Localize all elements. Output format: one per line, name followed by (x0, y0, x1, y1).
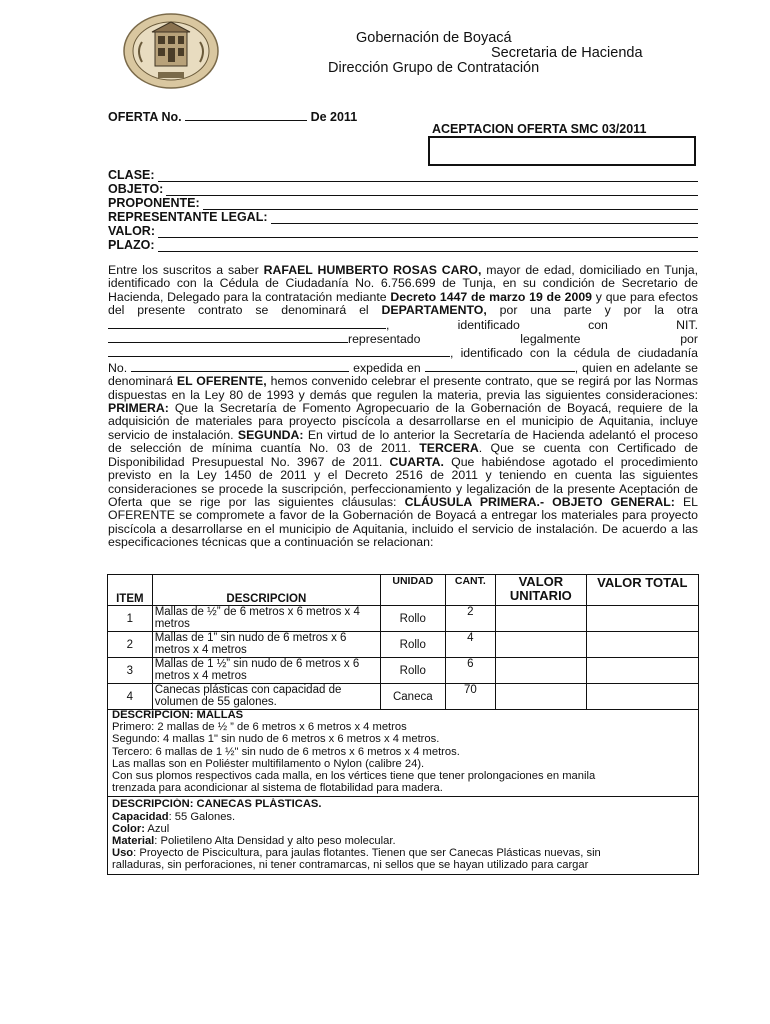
canecas-use (112, 847, 694, 859)
body-text: , identificado con la cédula de ciudadanía No. (108, 346, 698, 375)
item-unit-value (496, 658, 586, 684)
contract-paragraph (108, 264, 698, 550)
decree-ref: Decreto 1447 de marzo 19 de 2009 (390, 289, 593, 304)
acceptance-title: ACEPTACION OFERTA SMC 03/2011 (432, 122, 647, 136)
oferta-number-blank (185, 109, 307, 121)
clause-tercera: TERCERA (419, 441, 479, 456)
header-secretaria: Secretaria de Hacienda (491, 45, 643, 61)
spec-label: Material (112, 835, 155, 848)
mallas-line: trenzada para acondicionar al sistema de flotabilidad para madera. (112, 782, 443, 795)
coat-of-arms-seal (122, 12, 220, 90)
item-quantity: 2 (445, 606, 496, 632)
clause-primera: PRIMERA: (108, 401, 169, 416)
field-blank (158, 241, 698, 252)
spec-value: : 55 Galones. (168, 810, 236, 823)
spec-value: : Proyecto de Piscicultura, para jaulas flotantes. Tienen que ser Canecas Plásticas nuevas, sin (133, 847, 601, 860)
field-blank (271, 213, 699, 224)
item-description: Mallas de ½” de 6 metros x 6 metros x 4 metros (152, 606, 380, 632)
canecas-section (108, 796, 698, 873)
field-clase (108, 168, 698, 182)
field-proponente (108, 196, 698, 210)
header-direccion: Dirección Grupo de Contratación (328, 60, 540, 76)
body-text: mayor de edad, domiciliado en Tunja, identificado con la Cédula de Ciudadanía No. 6.756.699 de Tunja, en su condición de Secretario de Hacienda, Delegado para la contratación mediante (108, 263, 698, 304)
canecas-capacity (112, 811, 694, 823)
item-number: 3 (108, 658, 153, 684)
mallas-line: Las mallas son en Poliéster multifilamento o Nylon (calibre 24). (112, 757, 425, 770)
spec-label: Color: (112, 822, 145, 835)
table-header-row (108, 575, 699, 606)
body-text: En virtud de lo anterior la Secretaría de Hacienda adelantó el proceso de selección de mínima cuantía No. 03 de 2011. (108, 427, 698, 456)
field-blank (158, 227, 698, 238)
body-text: hemos convenido celebrar el presente contrato, que se regirá por las Normas dispuestas en la Ley 80 de 1993 y demás que regulen la materia, previa las siguientes consideraciones: (108, 374, 698, 402)
mallas-title: DESCRIPCIÓN: MALLAS (112, 709, 244, 721)
canecas-material (112, 835, 694, 847)
mallas-line: Tercero: 6 mallas de 1 ½" sin nudo de 6 metros x 6 metros x 4 metros. (112, 745, 460, 758)
table-row (108, 606, 699, 632)
body-text: representado legalmente por (348, 332, 698, 347)
header-item: ITEM (108, 575, 153, 606)
item-unit: Rollo (381, 658, 446, 684)
body-text: y que para efectos del presente contrato se denominará el (108, 289, 698, 318)
nit-blank (108, 332, 348, 343)
mallas-line: Primero: 2 mallas de ½ ” de 6 metros x 6 metros x 4 metros (112, 721, 407, 734)
item-unit: Rollo (381, 632, 446, 658)
body-text: expedida en (349, 360, 425, 375)
canecas-use-cont: ralladuras, sin perforaciones, ni tener contramarcas, ni sellos que se hayan utilizado para cargar (112, 859, 589, 872)
header-description: DESCRIPCION (152, 575, 380, 606)
contract-fields (108, 168, 698, 252)
item-number: 1 (108, 606, 153, 632)
oferta-number-line (108, 109, 357, 124)
header-total-value: VALOR TOTAL (586, 575, 698, 606)
table-row (108, 684, 699, 710)
mallas-section (108, 708, 698, 796)
spec-label: Capacidad (112, 810, 169, 823)
field-blank (158, 171, 698, 182)
item-unit: Caneca (381, 684, 446, 710)
field-label: REPRESENTANTE LEGAL: (108, 210, 268, 224)
item-total-value (586, 606, 698, 632)
id-number-blank (131, 361, 349, 372)
item-number: 2 (108, 632, 153, 658)
technical-descriptions (107, 708, 699, 875)
item-total-value (586, 632, 698, 658)
item-quantity: 6 (445, 658, 496, 684)
canecas-color (112, 823, 694, 835)
header-gobernacion: Gobernación de Boyacá (356, 30, 512, 46)
clause-objeto-general: CLÁUSULA PRIMERA.- OBJETO GENERAL: (404, 494, 675, 509)
clause-segunda: SEGUNDA: (237, 427, 304, 442)
item-description: Canecas plásticas con capacidad de volumen de 55 galones. (152, 684, 380, 710)
header-unit: UNIDAD (381, 575, 446, 606)
body-text: Que habiéndose agotado el procedimiento previsto en la Ley 1450 de 2011 y el Decreto 2516 de 2011 y teniendo en cuenta las siguientes consideraciones se procede la suscripción, perfeccionamiento y legalización de la presente Aceptación de Oferta que se rige por las siguientes cláusulas: (108, 454, 698, 509)
other-party-blank (108, 318, 386, 329)
body-text: Que la Secretaría de Fomento Agropecuario de la Gobernación de Boyacá, requiere de la adquisición de materiales para proyecto piscícola a desarrollarse en el municipio de Aquitania, incluye servicio de instalación. (108, 401, 698, 442)
spec-value: : Polietileno Alta Densidad y alto peso molecular. (154, 835, 396, 848)
item-total-value (586, 658, 698, 684)
spec-value: Azul (144, 822, 170, 835)
items-table (107, 574, 699, 710)
department-term: DEPARTAMENTO, (381, 303, 487, 318)
item-total-value (586, 684, 698, 710)
table-row (108, 658, 699, 684)
item-unit-value (496, 684, 586, 710)
spec-label: Uso (112, 847, 134, 860)
field-plazo (108, 238, 698, 252)
item-quantity: 4 (445, 632, 496, 658)
header-unit-value: VALOR UNITARIO (496, 575, 586, 606)
field-label: PLAZO: (108, 238, 155, 252)
body-text: . Que se cuenta con Certificado de Disponibilidad Presupuestal No. 3967 de 2011. (108, 441, 698, 469)
item-unit-value (496, 632, 586, 658)
table-row (108, 632, 699, 658)
field-blank (203, 199, 698, 210)
contract-body (108, 264, 698, 550)
field-label: CLASE: (108, 168, 155, 182)
item-number: 4 (108, 684, 153, 710)
body-text: , quien en adelante se denominará (108, 360, 698, 389)
field-objeto (108, 182, 698, 196)
body-text: por una parte y por la otra (486, 303, 698, 318)
field-label: OBJETO: (108, 182, 164, 196)
field-label: VALOR: (108, 224, 155, 238)
body-text: , identificado con NIT. (386, 317, 698, 332)
oferta-year: De 2011 (310, 110, 358, 124)
signatory-name: RAFAEL HUMBERTO ROSAS CARO, (263, 263, 482, 277)
issued-in-blank (425, 361, 575, 372)
field-blank (166, 185, 698, 196)
field-valor (108, 224, 698, 238)
body-text: Entre los suscritos a saber (108, 263, 264, 277)
mallas-line: Segundo: 4 mallas 1" sin nudo de 6 metros x 6 metros x 4 metros. (112, 733, 440, 746)
clause-cuarta: CUARTA. (389, 454, 444, 469)
field-representante (108, 210, 698, 224)
oferente-term: EL OFERENTE, (176, 374, 267, 389)
oferta-label: OFERTA No. (108, 110, 182, 124)
item-description: Mallas de 1 ½” sin nudo de 6 metros x 6 metros x 4 metros (152, 658, 380, 684)
mallas-line: Con sus plomos respectivos cada malla, en los vértices tiene que tener prolongaciones en manila (112, 770, 596, 783)
item-quantity: 70 (445, 684, 496, 710)
legal-rep-blank (108, 346, 450, 357)
item-unit-value (496, 606, 586, 632)
field-label: PROPONENTE: (108, 196, 200, 210)
item-description: Mallas de 1” sin nudo de 6 metros x 6 metros x 4 metros (152, 632, 380, 658)
acceptance-number-box (428, 136, 696, 166)
item-unit: Rollo (381, 606, 446, 632)
body-text: EL OFERENTE se compromete a favor de la Gobernación de Boyacá a entregar los materiales para proyecto piscícola a desarrollarse en el municipio de Aquitania, incluido el servicio de instalación. De acuerdo a las especificaciones técnicas que a continuación se relacionan: (108, 494, 698, 550)
header-quantity: CANT. (445, 575, 496, 606)
canecas-title: DESCRIPCIÓN: CANECAS PLÁSTICAS. (112, 798, 322, 811)
